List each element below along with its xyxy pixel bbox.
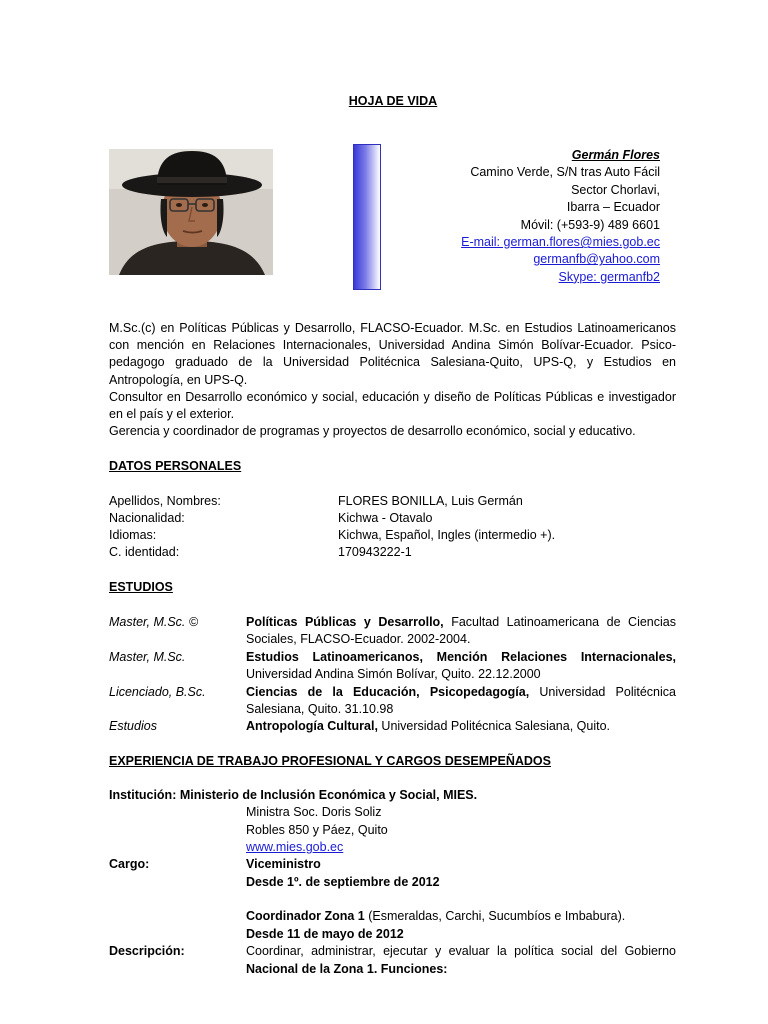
phone-line: Móvil: (+593-9) 489 6601 [520,217,660,232]
cargo-label: Cargo: [109,857,150,871]
study-institution: Universidad Politécnica Salesiana, Quito. [377,719,611,733]
personal-label: Apellidos, Nombres: [109,494,221,508]
personal-value: Kichwa - Otavalo [338,511,433,525]
email-link-1[interactable]: E-mail: german.flores@mies.gob.ec [461,235,660,250]
study-row [109,684,676,718]
personal-label: Nacionalidad: [109,511,185,525]
cargo-since: Desde 1º. de septiembre de 2012 [246,875,440,889]
cargo-value: Viceministro [246,857,321,871]
profile-photo [109,149,273,275]
experience-description [109,943,676,978]
decorative-gradient-bar [353,144,381,290]
study-title: Ciencias de la Educación, Psicopedagogía, [246,685,530,699]
study-row [109,614,676,648]
summary-text-3: Gerencia y coordinador de programas y proyectos de desarrollo económico, social y educativo. [109,424,636,439]
document-title: HOJA DE VIDA [348,94,438,108]
study-degree: Licenciado, B.Sc. [109,685,206,699]
coordinator-zone: (Esmeraldas, Carchi, Sucumbíos e Imbabura). [364,909,626,923]
personal-label: Idiomas: [109,528,157,542]
personal-data-heading: DATOS PERSONALES [109,459,242,473]
study-institution: Universidad Andina Simón Bolívar, Quito. 22.12.2000 [246,667,541,682]
address-line-1: Camino Verde, S/N tras Auto Fácil [470,165,660,180]
personal-label: C. identidad: [109,545,180,559]
skype-link[interactable]: Skype: germanfb2 [558,269,660,284]
coordinator-since: Desde 11 de mayo de 2012 [246,927,404,941]
coordinator-title: Coordinador Zona 1 [246,909,365,923]
summary-text-2: Consultor en Desarrollo económico y social, educación y diseño de Políticas Públicas e investigador en el país y el exterior. [109,389,676,422]
description-text: Coordinar, administrar, ejecutar y evaluar la política social del Gobierno [246,944,676,958]
contact-name: Germán Flores [571,148,660,162]
study-institution: Universidad Politécnica Salesiana, Quito. 31.10.98 [246,685,676,717]
study-institution: Facultad Latinoamericana de Ciencias Sociales, FLACSO-Ecuador. 2002-2004. [246,615,676,647]
address-line-2: Sector Chorlavi, [571,182,660,197]
institution-address: Robles 850 y Páez, Quito [246,823,388,837]
institution-line: Institución: Ministerio de Inclusión Económica y Social, MIES. [109,788,478,802]
study-row [109,718,676,735]
summary-text-1: M.Sc.(c) en Políticas Públicas y Desarrollo, FLACSO-Ecuador. M.Sc. en Estudios Latinoamericanos con mención en Relaciones Internacionales, Universidad Andina Simón Bolívar-Ecuador. Psico-pedagogo graduado de la Universidad Politécnica Salesiana-Quito, UPS-Q, y Estudios en Antropología, en UPS-Q. [109,321,676,387]
contact-block [461,147,660,286]
minister-line: Ministra Soc. Doris Soliz [246,805,382,819]
email-link-2[interactable]: germanfb@yahoo.com [533,252,660,267]
description-label: Descripción: [109,944,185,958]
studies-heading: ESTUDIOS [109,580,173,594]
study-degree: Estudios [109,719,157,733]
personal-value: FLORES BONILLA, Luis Germán [338,494,523,508]
study-title: Estudios Latinoamericanos, Mención Relaciones Internacionales, [246,650,676,664]
personal-value: 170943222-1 [338,545,412,559]
experience-heading: EXPERIENCIA DE TRABAJO PROFESIONAL Y CARGOS DESEMPEÑADOS [109,754,551,768]
description-functions: Nacional de la Zona 1. Funciones: [246,961,448,976]
study-row [109,649,676,683]
study-title: Antropología Cultural, [246,719,378,733]
study-title: Políticas Públicas y Desarrollo, [246,615,444,629]
study-degree: Master, M.Sc. [109,650,186,664]
summary-paragraph [109,320,676,440]
institution-website-link[interactable]: www.mies.gob.ec [246,840,344,854]
study-degree: Master, M.Sc. © [109,615,199,629]
address-line-3: Ibarra – Ecuador [566,200,660,215]
personal-value: Kichwa, Español, Ingles (intermedio +). [338,528,556,542]
